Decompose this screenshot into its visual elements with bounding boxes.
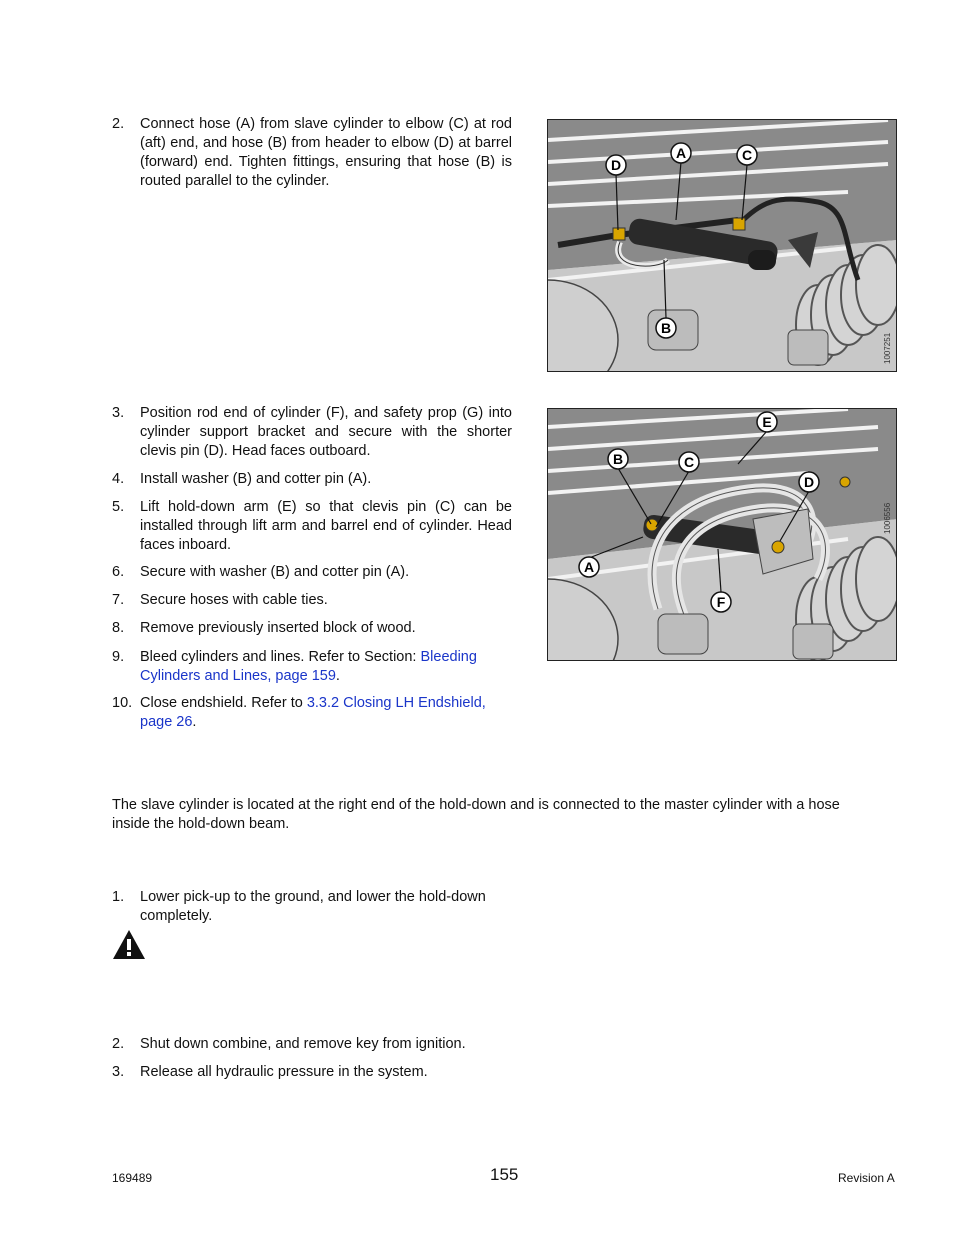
callout-E [757,412,777,432]
step-number: 3. [112,1064,125,1080]
step-text-before: Bleed cylinders and lines. Refer to Section: [140,649,421,665]
step-number: 3. [112,405,125,421]
svg-text:A: A [583,559,595,575]
figure-hose-connection [547,119,897,372]
step-number: 8. [112,620,125,636]
svg-text:B: B [612,451,624,467]
step-text: Shut down combine, and remove key from ignition. [140,1036,466,1052]
step-2-shutdown [112,1035,532,1054]
step-number: 5. [112,499,125,515]
step-3 [112,404,512,461]
step-text-before: Close endshield. Refer to [140,695,307,711]
callout-A [671,143,691,163]
svg-text:A: A [675,145,687,161]
callout-D [799,472,819,492]
revision: Revision A [838,1171,895,1185]
step-number: 1. [112,889,125,905]
step-text: Lower pick-up to the ground, and lower the hold-down completely. [140,889,486,924]
doc-number: 169489 [112,1171,153,1185]
step-2 [112,115,512,191]
step-number: 7. [112,592,125,608]
callout-B [656,318,676,338]
step-text-after: . [192,714,197,730]
step-3-release-pressure [112,1063,532,1082]
step-number: 4. [112,471,125,487]
step-text: Release all hydraulic pressure in the system. [140,1064,428,1080]
step-number: 10. [112,695,133,711]
callout-A [579,557,599,577]
step-8 [112,619,512,638]
callout-F [711,592,731,612]
step-text [140,694,512,732]
step-text-after: . [335,668,340,684]
svg-text:D: D [803,474,815,490]
step-number: 2. [112,116,125,132]
svg-text:F: F [716,594,726,610]
intro-paragraph: The slave cylinder is located at the right end of the hold-down and is connected to the master cylinder with a hose inside the hold-down beam. [112,797,840,832]
callout-C [737,145,757,165]
step-10 [112,694,512,732]
figure1-id-code: 1007251 [883,332,892,364]
step-6 [112,563,512,582]
bleeding-cylinders-link[interactable]: Bleeding Cylinders and Lines, page 159 [140,649,477,684]
svg-text:C: C [683,454,695,470]
callout-D [606,155,626,175]
step-1 [112,888,512,926]
step-number: 2. [112,1036,125,1052]
step-9 [112,648,512,686]
svg-text:C: C [741,147,753,163]
step-5 [112,498,512,555]
step-number: 9. [112,649,125,665]
svg-text:E: E [762,414,772,430]
step-7 [112,591,512,610]
step-text: Secure with washer (B) and cotter pin (A). [140,564,410,580]
step-text: Lift hold-down arm (E) so that clevis pin (C) can be installed through lift arm and barrel end of cylinder. Head faces inboard. [140,499,512,553]
callout-C [679,452,699,472]
warning-icon [112,929,146,960]
step-text: Remove previously inserted block of wood. [140,620,416,636]
step-text: Secure hoses with cable ties. [140,592,328,608]
closing-endshield-link[interactable]: 3.3.2 Closing LH Endshield, page 26 [140,695,486,730]
step-text: Install washer (B) and cotter pin (A). [140,471,372,487]
step-text: Connect hose (A) from slave cylinder to elbow (C) at rod (aft) end, and hose (B) from header to elbow (D) at barrel (forward) end. Tighten fittings, ensuring that hose (B) is routed parallel to the cylinder. [140,116,512,189]
step-text: Position rod end of cylinder (F), and safety prop (G) into cylinder support bracket and secure with the shorter clevis pin (D). Head faces outboard. [140,405,512,459]
page-number: 155 [490,1165,519,1184]
callout-B [608,449,628,469]
figure2-id-code: 1006556 [883,502,892,534]
step-text [140,648,512,686]
step-number: 6. [112,564,125,580]
svg-text:D: D [610,157,622,173]
svg-text:B: B [660,320,672,336]
figure-cylinder-installation [547,408,897,661]
step-4 [112,470,512,489]
